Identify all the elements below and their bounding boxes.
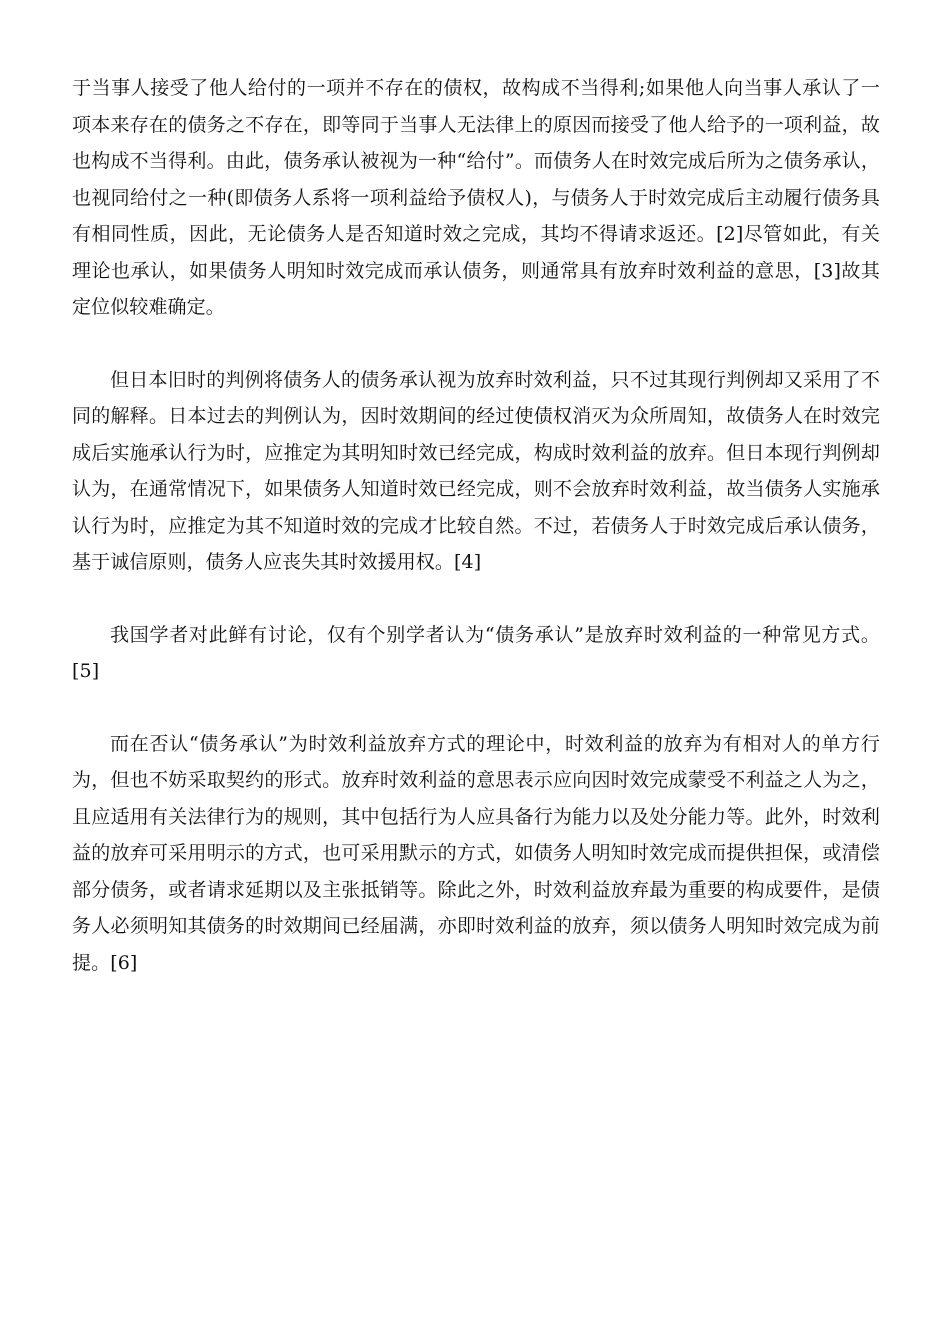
- paragraph-2: 但日本旧时的判例将债务人的债务承认视为放弃时效利益，只不过其现行判例却又采用了不同的解释。日本过去的判例认为，因时效期间的经过使债权消灭为众所周知，故债务人在时效完成后实施承认行为时，应推定为其明知时效已经完成，构成时效利益的放弃。但日本现行判例却认为，在通常情况下，如果债务人知道时效已经完成，则不会放弃时效利益，故当债务人实施承认行为时，应推定为其不知道时效的完成才比较自然。不过，若债务人于时效完成后承认债务，基于诚信原则，债务人应丧失其时效援用权。[4]: [72, 368, 880, 573]
- document-page: [72, 70, 880, 1017]
- paragraph-3: 我国学者对此鲜有讨论，仅有个别学者认为“债务承认”是放弃时效利益的一种常见方式。[5]: [72, 623, 880, 682]
- paragraph-1: 于当事人接受了他人给付的一项并不存在的债权，故构成不当得利;如果他人向当事人承认了一项本来存在的债务之不存在，即等同于当事人无法律上的原因而接受了他人给予的一项利益，故也构成不当得利。由此，债务承认被视为一种“给付”。而债务人在时效完成后所为之债务承认，也视同给付之一种(即债务人系将一项利益给予债权人)，与债务人于时效完成后主动履行债务具有相同性质，因此，无论债务人是否知道时效之完成，其均不得请求返还。[2]尽管如此，有关理论也承认，如果债务人明知时效完成而承认债务，则通常具有放弃时效利益的意思，[3]故其定位似较难确定。: [72, 77, 880, 318]
- paragraph-4: 而在否认“债务承认”为时效利益放弃方式的理论中，时效利益的放弃为有相对人的单方行为，但也不妨采取契约的形式。放弃时效利益的意思表示应向因时效完成蒙受不利益之人为之，且应适用有关法律行为的规则，其中包括行为人应具备行为能力以及处分能力等。此外，时效利益的放弃可采用明示的方式，也可采用默示的方式，如债务人明知时效完成而提供担保，或清偿部分债务，或者请求延期以及主张抵销等。除此之外，时效利益放弃最为重要的构成要件，是债务人必须明知其债务的时效期间已经届满，亦即时效利益的放弃，须以债务人明知时效完成为前提。[6]: [72, 732, 880, 974]
